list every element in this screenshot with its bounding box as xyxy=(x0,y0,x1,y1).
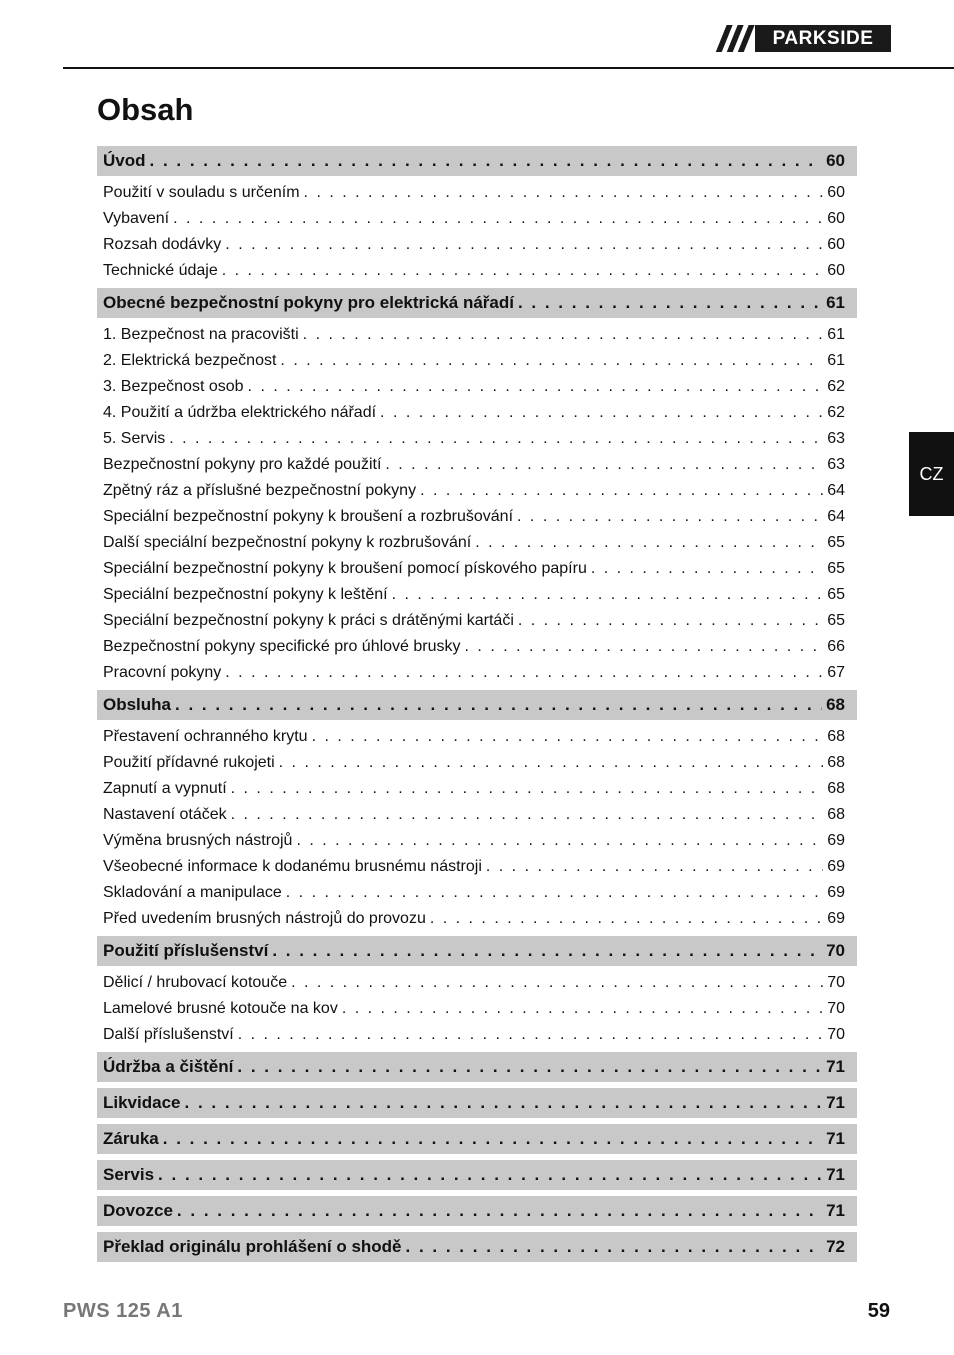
toc-section[interactable] xyxy=(97,690,857,720)
toc-entry-page: 69 xyxy=(827,884,845,901)
toc-item[interactable] xyxy=(97,750,857,776)
toc-item[interactable] xyxy=(97,452,857,478)
toc-entry-title: Vybavení xyxy=(103,210,170,227)
toc-entry-title: Nastavení otáček xyxy=(103,806,227,823)
parkside-logo xyxy=(715,25,891,52)
toc-section[interactable] xyxy=(97,1124,857,1154)
toc-entry-page: 64 xyxy=(827,482,845,499)
toc-item[interactable] xyxy=(97,232,857,258)
toc-entry-page: 72 xyxy=(826,1237,845,1256)
toc-entry-page: 71 xyxy=(826,1201,845,1220)
toc-entry-page: 65 xyxy=(827,534,845,551)
toc-entry-page: 62 xyxy=(827,378,845,395)
toc-dot-leader xyxy=(420,478,823,504)
toc-dot-leader xyxy=(475,530,823,556)
header-rule xyxy=(63,67,954,69)
toc-dot-leader xyxy=(225,232,823,258)
toc-entry-page: 62 xyxy=(827,404,845,421)
toc-entry-title: Speciální bezpečnostní pokyny k leštění xyxy=(103,586,388,603)
toc-entry-title: Technické údaje xyxy=(103,262,218,279)
toc-entry-page: 65 xyxy=(827,560,845,577)
toc-item[interactable] xyxy=(97,582,857,608)
toc-entry-title: 5. Servis xyxy=(103,430,166,447)
toc-entry-title: Další speciální bezpečnostní pokyny k rozbrušování xyxy=(103,534,472,551)
toc-entry-title: Zpětný ráz a příslušné bezpečnostní pokyny xyxy=(103,482,417,499)
toc-entry-title: Výměna brusných nástrojů xyxy=(103,832,293,849)
toc-dot-leader xyxy=(225,660,823,686)
toc-entry-page: 64 xyxy=(827,508,845,525)
toc-dot-leader xyxy=(222,258,823,284)
logo-text: PARKSIDE xyxy=(772,28,874,49)
toc-dot-leader xyxy=(304,180,824,206)
toc-entry-title: Lamelové brusné kotouče na kov xyxy=(103,1000,338,1017)
toc-entry-title: Speciální bezpečnostní pokyny k broušení a rozbrušování xyxy=(103,508,514,525)
footer-model: PWS 125 A1 xyxy=(63,1300,183,1322)
toc-entry-page: 70 xyxy=(827,1000,845,1017)
toc-item[interactable] xyxy=(97,634,857,660)
toc-entry-page: 69 xyxy=(827,832,845,849)
toc-entry-title: Bezpečnostní pokyny specifické pro úhlové brusky xyxy=(103,638,461,655)
toc-dot-leader xyxy=(237,1052,822,1082)
toc-dot-leader xyxy=(296,828,823,854)
toc-entry-title: Bezpečnostní pokyny pro každé použití xyxy=(103,456,382,473)
toc-entry-page: 70 xyxy=(827,974,845,991)
toc-entry-page: 66 xyxy=(827,638,845,655)
toc-dot-leader xyxy=(392,582,824,608)
toc-item[interactable] xyxy=(97,348,857,374)
toc-dot-leader xyxy=(231,802,824,828)
toc-entry-title: Skladování a manipulace xyxy=(103,884,282,901)
logo-stripes-icon xyxy=(715,25,755,52)
toc-entry-page: 60 xyxy=(827,236,845,253)
toc-entry-page: 68 xyxy=(826,695,845,714)
table-of-contents xyxy=(97,144,857,1264)
toc-dot-leader xyxy=(177,1196,822,1226)
toc-dot-leader xyxy=(286,880,823,906)
toc-dot-leader xyxy=(303,322,824,348)
toc-entry-title: Obecné bezpečnostní pokyny pro elektrická nářadí xyxy=(103,293,514,312)
toc-entry-title: Dovozce xyxy=(103,1201,173,1220)
toc-dot-leader xyxy=(185,1088,823,1118)
toc-dot-leader xyxy=(591,556,823,582)
toc-dot-leader xyxy=(406,1232,823,1262)
toc-entry-title: Použití přídavné rukojeti xyxy=(103,754,275,771)
toc-entry-title: 3. Bezpečnost osob xyxy=(103,378,244,395)
toc-dot-leader xyxy=(517,504,823,530)
toc-entry-title: Další příslušenství xyxy=(103,1026,234,1043)
toc-dot-leader xyxy=(312,724,824,750)
toc-item[interactable] xyxy=(97,608,857,634)
toc-dot-leader xyxy=(231,776,824,802)
toc-entry-page: 65 xyxy=(827,586,845,603)
toc-item[interactable] xyxy=(97,258,857,284)
page-title: Obsah xyxy=(97,92,194,127)
toc-item[interactable] xyxy=(97,828,857,854)
toc-entry-page: 71 xyxy=(826,1129,845,1148)
toc-entry-page: 61 xyxy=(826,293,845,312)
toc-dot-leader xyxy=(291,970,823,996)
toc-entry-title: 1. Bezpečnost na pracovišti xyxy=(103,326,299,343)
toc-entry-page: 68 xyxy=(827,780,845,797)
toc-item[interactable] xyxy=(97,970,857,996)
toc-entry-title: Úvod xyxy=(103,151,146,170)
toc-dot-leader xyxy=(169,426,823,452)
toc-item[interactable] xyxy=(97,530,857,556)
toc-entry-page: 70 xyxy=(827,1026,845,1043)
toc-item[interactable] xyxy=(97,322,857,348)
toc-item[interactable] xyxy=(97,180,857,206)
toc-entry-title: Přestavení ochranného krytu xyxy=(103,728,308,745)
toc-item[interactable] xyxy=(97,1022,857,1048)
toc-section[interactable] xyxy=(97,936,857,966)
toc-entry-title: Dělicí / hrubovací kotouče xyxy=(103,974,288,991)
toc-entry-page: 71 xyxy=(826,1093,845,1112)
toc-section[interactable] xyxy=(97,1088,857,1118)
toc-dot-leader xyxy=(158,1160,822,1190)
toc-entry-title: Pracovní pokyny xyxy=(103,664,222,681)
toc-dot-leader xyxy=(280,348,823,374)
toc-entry-title: Před uvedením brusných nástrojů do provozu xyxy=(103,910,426,927)
toc-entry-page: 63 xyxy=(827,430,845,447)
toc-entry-page: 71 xyxy=(826,1057,845,1076)
toc-section[interactable] xyxy=(97,1232,857,1262)
toc-entry-title: Použití příslušenství xyxy=(103,941,269,960)
toc-entry-page: 65 xyxy=(827,612,845,629)
toc-item[interactable] xyxy=(97,206,857,232)
toc-item[interactable] xyxy=(97,556,857,582)
toc-section[interactable] xyxy=(97,288,857,318)
toc-item[interactable] xyxy=(97,880,857,906)
toc-entry-page: 60 xyxy=(827,262,845,279)
toc-item[interactable] xyxy=(97,802,857,828)
toc-item[interactable] xyxy=(97,504,857,530)
footer-page-number: 59 xyxy=(867,1300,890,1322)
toc-entry-title: Speciální bezpečnostní pokyny k práci s drátěnými kartáči xyxy=(103,612,514,629)
toc-entry-title: Zapnutí a vypnutí xyxy=(103,780,227,797)
toc-item[interactable] xyxy=(97,400,857,426)
toc-entry-title: Překlad originálu prohlášení o shodě xyxy=(103,1237,402,1256)
toc-entry-page: 68 xyxy=(827,806,845,823)
toc-entry-title: Údržba a čištění xyxy=(103,1057,234,1076)
toc-dot-leader xyxy=(173,206,823,232)
toc-item[interactable] xyxy=(97,906,857,932)
toc-dot-leader xyxy=(465,634,824,660)
toc-item[interactable] xyxy=(97,478,857,504)
toc-dot-leader xyxy=(518,608,823,634)
toc-entry-title: Servis xyxy=(103,1165,155,1184)
toc-item[interactable] xyxy=(97,374,857,400)
toc-dot-leader xyxy=(163,1124,822,1154)
toc-entry-page: 68 xyxy=(827,728,845,745)
toc-item[interactable] xyxy=(97,776,857,802)
toc-entry-title: 4. Použití a údržba elektrického nářadí xyxy=(103,404,377,421)
toc-entry-title: Speciální bezpečnostní pokyny k broušení pomocí pískového papíru xyxy=(103,560,587,577)
language-tab: CZ xyxy=(909,432,954,516)
toc-item[interactable] xyxy=(97,996,857,1022)
toc-entry-page: 60 xyxy=(827,184,845,201)
toc-dot-leader xyxy=(248,374,824,400)
toc-item[interactable] xyxy=(97,854,857,880)
toc-entry-page: 63 xyxy=(827,456,845,473)
toc-entry-page: 60 xyxy=(827,210,845,227)
toc-item[interactable] xyxy=(97,724,857,750)
toc-entry-page: 67 xyxy=(827,664,845,681)
toc-entry-title: Použití v souladu s určením xyxy=(103,184,300,201)
toc-dot-leader xyxy=(486,854,823,880)
toc-entry-page: 70 xyxy=(826,941,845,960)
toc-entry-page: 71 xyxy=(826,1165,845,1184)
toc-dot-leader xyxy=(150,146,823,176)
toc-entry-page: 69 xyxy=(827,858,845,875)
toc-entry-page: 69 xyxy=(827,910,845,927)
toc-entry-title: Obsluha xyxy=(103,695,172,714)
toc-entry-page: 68 xyxy=(827,754,845,771)
toc-item[interactable] xyxy=(97,426,857,452)
toc-dot-leader xyxy=(175,690,822,720)
toc-section[interactable] xyxy=(97,146,857,176)
toc-entry-title: Všeobecné informace k dodanému brusnému nástroji xyxy=(103,858,482,875)
toc-item[interactable] xyxy=(97,660,857,686)
toc-section[interactable] xyxy=(97,1052,857,1082)
toc-entry-page: 61 xyxy=(827,326,845,343)
toc-entry-page: 60 xyxy=(826,151,845,170)
toc-dot-leader xyxy=(430,906,823,932)
toc-dot-leader xyxy=(238,1022,823,1048)
toc-entry-title: Záruka xyxy=(103,1129,159,1148)
toc-entry-title: 2. Elektrická bezpečnost xyxy=(103,352,277,369)
toc-dot-leader xyxy=(518,288,822,318)
toc-entry-page: 61 xyxy=(827,352,845,369)
toc-dot-leader xyxy=(385,452,823,478)
toc-section[interactable] xyxy=(97,1160,857,1190)
toc-dot-leader xyxy=(380,400,823,426)
toc-entry-title: Likvidace xyxy=(103,1093,181,1112)
toc-dot-leader xyxy=(342,996,823,1022)
toc-dot-leader xyxy=(279,750,824,776)
toc-dot-leader xyxy=(272,936,822,966)
toc-entry-title: Rozsah dodávky xyxy=(103,236,222,253)
toc-section[interactable] xyxy=(97,1196,857,1226)
